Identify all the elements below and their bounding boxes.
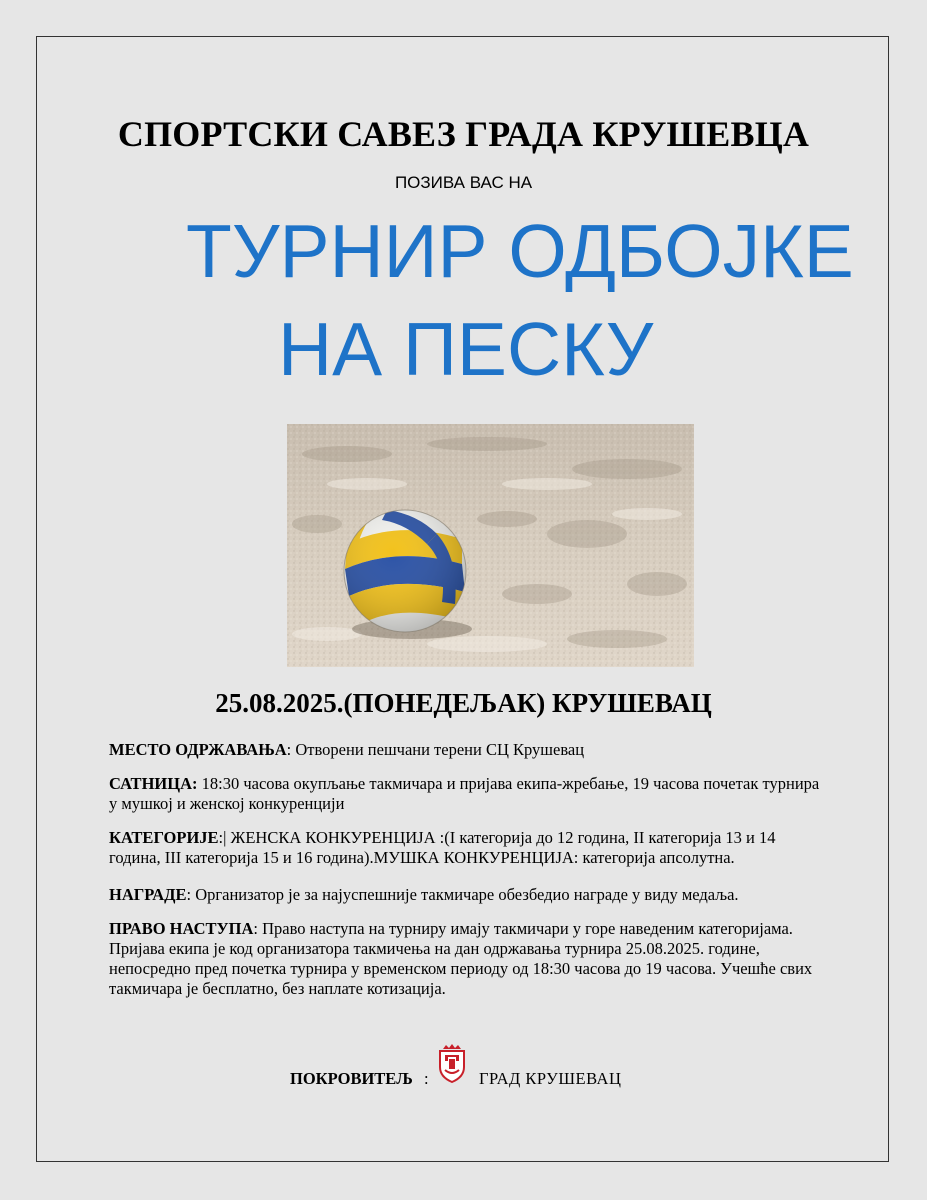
schedule-text: 18:30 часова окупљање такмичара и пријава екипа-жребање, 19 часова почетак турнира у мушкој и женској конкуренцији — [109, 774, 820, 813]
city-crest-icon — [437, 1043, 467, 1083]
volleyball-on-sand-photo — [287, 424, 694, 667]
categories-label: КАТЕГОРИЈЕ — [109, 828, 219, 847]
invite-line: ПОЗИВА ВАС НА — [394, 173, 533, 192]
sponsor-label: ПОКРОВИТЕЉ — [290, 1069, 413, 1088]
event-title-line2: НА ПЕСКУ — [278, 307, 654, 391]
eligibility-text: : Право наступа на турниру имају такмичари у горе наведеним категоријама. Пријава екипа је код организатора такмичења на дан одржавања турнира 25.08.2025. године, непосредно пред почетка турнира у временском периоду од 18:30 часова до 19 часова. Учешће свих такмичара је бесплатно, без наплате котизација. — [109, 919, 813, 998]
event-details — [109, 740, 825, 1013]
event-date-location: 25.08.2025.(ПОНЕДЕЉАК) КРУШЕВАЦ — [215, 688, 712, 718]
schedule-paragraph — [109, 774, 825, 814]
schedule-label: САТНИЦА: — [109, 774, 198, 793]
categories-paragraph — [109, 828, 825, 868]
event-title-line1: ТУРНИР ОДБОЈКЕ — [186, 209, 854, 293]
eligibility-paragraph — [109, 919, 825, 999]
organization-title: СПОРТСКИ САВЕЗ ГРАДА КРУШЕВЦА — [117, 114, 810, 154]
venue-paragraph — [109, 740, 825, 760]
prizes-label: НАГРАДЕ — [109, 885, 187, 904]
sponsor-colon: : — [424, 1069, 429, 1088]
categories-text: :| ЖЕНСКА КОНКУРЕНЦИЈА :(I категорија до 12 година, II категорија 13 и 14 година, III категорија 15 и 16 година).МУШКА КОНКУРЕНЦИЈА: категорија апсолутна. — [109, 828, 776, 867]
venue-label: МЕСТО ОДРЖАВАЊА — [109, 740, 287, 759]
venue-text: : Отворени пешчани терени СЦ Крушевац — [286, 740, 585, 759]
sponsor-city: ГРАД КРУШЕВАЦ — [479, 1069, 622, 1088]
prizes-paragraph — [109, 885, 825, 905]
prizes-text: : Организатор је за најуспешније такмичаре обезбедио награде у виду медаља. — [186, 885, 739, 904]
sponsor-line — [290, 1043, 690, 1088]
eligibility-label: ПРАВО НАСТУПА — [109, 919, 254, 938]
